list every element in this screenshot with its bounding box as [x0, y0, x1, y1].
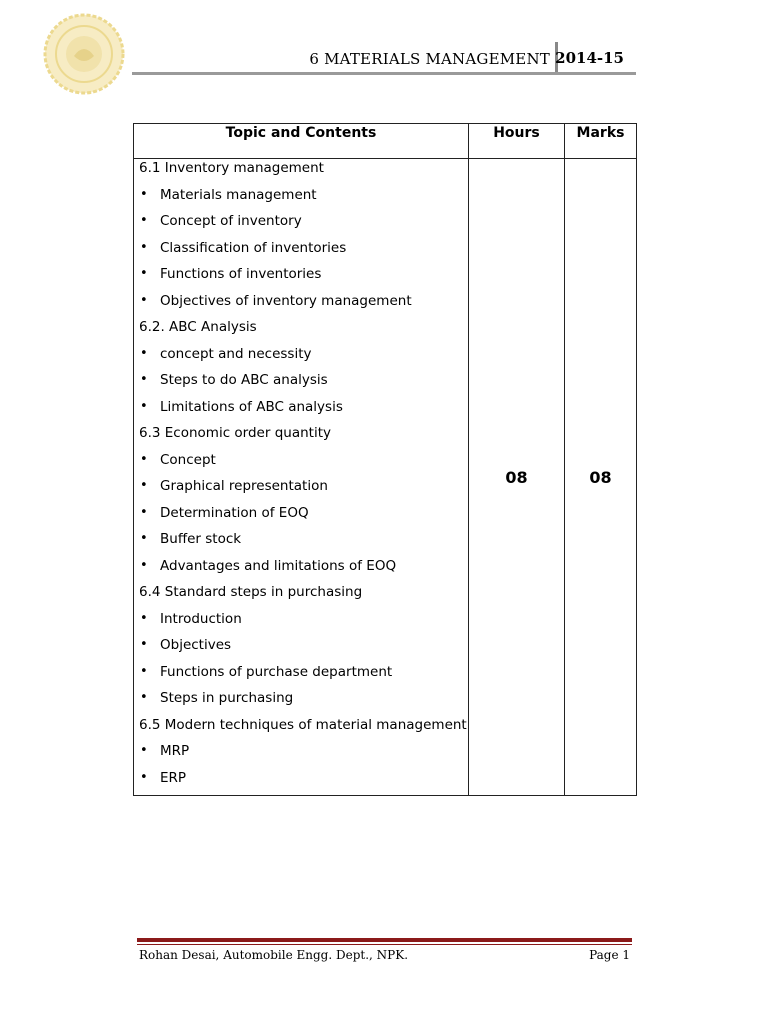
- college-seal-icon: [42, 12, 126, 96]
- topic-bullet-item: [139, 504, 468, 531]
- topic-bullet-item: [139, 371, 468, 398]
- academic-year: 2014-15: [555, 49, 624, 67]
- topics-cell: [134, 159, 469, 796]
- topic-text: concept and necessity: [160, 345, 312, 362]
- topic-text: Determination of EOQ: [160, 504, 309, 521]
- bullet-icon: •: [140, 345, 148, 361]
- topic-text: Objectives: [160, 637, 232, 653]
- topic-text: Steps to do ABC analysis: [160, 372, 328, 388]
- table-row: [134, 159, 637, 796]
- marks-column-header: Marks: [565, 124, 637, 159]
- hours-value: 08: [469, 159, 565, 796]
- footer-author: Rohan Desai, Automobile Engg. Dept., NPK.: [139, 948, 409, 962]
- bullet-icon: •: [140, 398, 148, 414]
- footer-rule-thin: [137, 944, 632, 945]
- topic-bullet-item: [139, 239, 468, 266]
- topic-heading: [139, 424, 468, 451]
- topic-text: Introduction: [160, 610, 242, 627]
- topic-text: Limitations of ABC analysis: [160, 398, 343, 415]
- bullet-icon: •: [140, 557, 148, 573]
- topic-heading: [139, 583, 468, 610]
- topic-bullet-item: [139, 689, 468, 716]
- topic-bullet-item: [139, 345, 468, 372]
- syllabus-table: [133, 123, 637, 796]
- topic-bullet-item: [139, 557, 468, 584]
- topic-text: 6.1 Inventory management: [139, 160, 324, 176]
- bullet-icon: •: [140, 610, 148, 626]
- topic-text: Classification of inventories: [160, 239, 347, 256]
- topic-text: Advantages and limitations of EOQ: [160, 557, 397, 574]
- bullet-icon: •: [140, 266, 148, 281]
- topic-bullet-item: [139, 398, 468, 425]
- topic-bullet-item: [139, 477, 468, 504]
- topic-bullet-item: [139, 742, 468, 769]
- topic-text: 6.3 Economic order quantity: [139, 425, 331, 441]
- page-header: [132, 42, 636, 75]
- topic-bullet-item: [139, 530, 468, 557]
- page-footer: [137, 938, 632, 962]
- bullet-icon: •: [140, 186, 148, 202]
- bullet-icon: •: [140, 451, 148, 467]
- topic-text: Functions of purchase department: [160, 663, 393, 680]
- marks-value: 08: [565, 159, 637, 796]
- topic-text: Steps in purchasing: [160, 690, 294, 706]
- topic-text: 6.4 Standard steps in purchasing: [139, 584, 363, 600]
- topic-text: Concept: [160, 451, 216, 468]
- topic-text: Buffer stock: [160, 531, 242, 547]
- bullet-icon: •: [140, 663, 148, 679]
- header-rule: [132, 72, 636, 75]
- bullet-icon: •: [140, 478, 148, 493]
- topic-bullet-item: [139, 769, 468, 796]
- topic-text: 6.5 Modern techniques of material management: [139, 716, 467, 733]
- topic-text: Functions of inventories: [160, 266, 322, 282]
- footer-rule: [137, 938, 632, 942]
- topic-text: Concept of inventory: [160, 213, 302, 229]
- chapter-title: 6 MATERIALS MANAGEMENT: [309, 50, 550, 68]
- bullet-icon: •: [140, 743, 148, 758]
- topic-text: Materials management: [160, 186, 317, 203]
- table-header-row: [134, 124, 637, 159]
- topic-bullet-item: [139, 186, 468, 213]
- bullet-icon: •: [140, 504, 148, 520]
- topic-text: Graphical representation: [160, 478, 328, 494]
- bullet-icon: •: [140, 213, 148, 228]
- bullet-icon: •: [140, 769, 148, 785]
- topic-bullet-item: [139, 636, 468, 663]
- topic-text: Objectives of inventory management: [160, 292, 412, 309]
- topic-text: 6.2. ABC Analysis: [139, 319, 257, 335]
- topic-heading: [139, 716, 468, 743]
- topic-column-header: Topic and Contents: [134, 124, 469, 159]
- bullet-icon: •: [140, 239, 148, 255]
- topic-heading: [139, 159, 468, 186]
- topic-bullet-item: [139, 610, 468, 637]
- hours-column-header: Hours: [469, 124, 565, 159]
- topic-text: MRP: [160, 743, 190, 759]
- bullet-icon: •: [140, 531, 148, 546]
- topic-bullet-item: [139, 292, 468, 319]
- topic-text: ERP: [160, 769, 187, 786]
- topic-bullet-item: [139, 451, 468, 478]
- topic-heading: [139, 318, 468, 345]
- bullet-icon: •: [140, 690, 148, 705]
- topic-bullet-item: [139, 265, 468, 292]
- topic-bullet-item: [139, 212, 468, 239]
- bullet-icon: •: [140, 637, 148, 652]
- topic-bullet-item: [139, 663, 468, 690]
- bullet-icon: •: [140, 372, 148, 387]
- bullet-icon: •: [140, 292, 148, 308]
- page-number: Page 1: [589, 948, 630, 962]
